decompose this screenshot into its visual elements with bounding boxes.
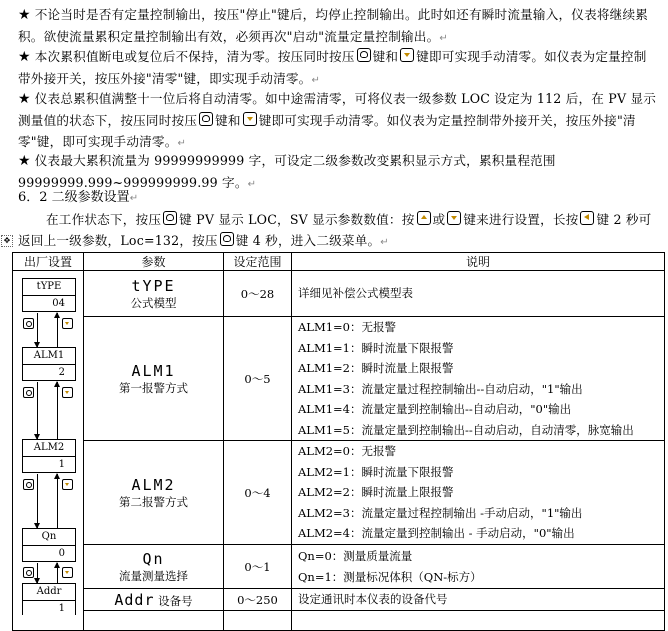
- table-row: [13, 589, 665, 611]
- range-cell: [224, 611, 292, 631]
- star-bullet-icon: ★: [18, 153, 31, 169]
- table-row: [13, 317, 665, 441]
- arrow-down-icon: [37, 474, 38, 528]
- note-total-accumulation: ★ 仪表总累积值满整十一位后将自动清零。如中途需清零，可将仪表一级参数 LOC 设定为 112 后，在 PV 显示测量值的状态下，按压同时按压 键和 键即可实现手动清零。如仪表为定量控制带外接开关，按压外接"清零"键，即可实现手动清零。↵: [18, 91, 657, 149]
- table-row: [13, 271, 665, 317]
- param-cell: ALM1 第一报警方式: [84, 317, 224, 441]
- arrow-down-icon: [37, 382, 38, 439]
- up-key-icon: [417, 211, 431, 225]
- note-stop-control: ★ 不论当时是否有定量控制输出，按压"停止"键后，均停止控制输出。此时如还有瞬时流量输入，仪表将继续累积。欲使流量累积定量控制输出有效，必须再次"启动"流量定量控制输出。↵: [18, 7, 649, 44]
- display-box: ALM1 2: [22, 347, 76, 381]
- down-key-icon: [447, 211, 461, 225]
- set-key-icon: [23, 387, 34, 398]
- desc-cell: ALM2=0：无报警 ALM2=1：瞬时流量下限报警 ALM2=2：瞬时流量上限报警 ALM2=3：流量定量过程控制输出 -手动启动，"1"输出 ALM2=4：流量定量到控制输出 - 手动启动，"0"输出: [292, 441, 665, 545]
- desc-cell: 设定通讯时本仪表的设备代号: [292, 589, 665, 611]
- table-row: [13, 441, 665, 545]
- range-cell: 0～250: [224, 589, 292, 611]
- shift-key-icon: [580, 211, 594, 225]
- desc-cell: ALM1=0：无报警 ALM1=1：瞬时流量下限报警 ALM1=2：瞬时流量上限报警 ALM1=3：流量定量过程控制输出--自动启动，"1"输出 ALM1=4：流量定量到控制输出--自动启动，"0"输出 ALM1=5：流量定量到控制输出--自动启动，自动清零，脉宽输出: [292, 317, 665, 441]
- range-cell: 0～1: [224, 545, 292, 589]
- desc-cell: [292, 611, 665, 631]
- display-box: Addr 1: [22, 583, 76, 615]
- note-reset-accumulation: ★ 本次累积值断电或复位后不保持，清为零。按压同时按压 键和 键即可实现手动清零。如仪表为定量控制带外接开关，按压外接"清零"键，即实现手动清零。↵: [18, 49, 647, 86]
- set-key-icon: [23, 567, 34, 578]
- note-max-accumulation: ★ 仪表最大累积流量为 99999999999 字，可设定二级参数改变累积显示方式，累积量程范围 99999999.999~999999999.99 字。↵: [18, 153, 556, 190]
- param-cell: [84, 611, 224, 631]
- display-box: tYPE 04: [22, 278, 76, 312]
- parameter-table: [12, 252, 665, 631]
- param-cell: tYPE 公式模型: [84, 271, 224, 317]
- table-header-row: [13, 253, 665, 271]
- down-key-icon: [62, 387, 73, 398]
- section-heading: 6．2 二级参数设置↵: [18, 190, 139, 205]
- down-key-icon: [400, 48, 414, 62]
- range-cell: 0～5: [224, 317, 292, 441]
- param-cell: ALM2 第二报警方式: [84, 441, 224, 545]
- arrow-down-icon: [37, 313, 38, 347]
- desc-cell: Qn=0：测量质量流量 Qn=1：测量标况体积（QN-标方）: [292, 545, 665, 589]
- display-box: ALM2 1: [22, 439, 76, 473]
- table-row: [13, 545, 665, 589]
- arrow-up-icon: [57, 563, 58, 583]
- set-key-icon: [199, 112, 213, 126]
- set-key-icon: [23, 318, 34, 329]
- arrow-up-icon: [57, 382, 58, 439]
- arrow-up-icon: [57, 474, 58, 528]
- set-key-icon: [23, 479, 34, 490]
- down-key-icon: [62, 318, 73, 329]
- arrow-down-icon: [37, 563, 38, 583]
- display-box: Qn 0: [22, 528, 76, 562]
- set-key-icon: [357, 48, 371, 62]
- header-description: 说明: [292, 253, 665, 271]
- header-parameter: 参数: [84, 253, 224, 271]
- table-anchor-icon[interactable]: ✥: [1, 235, 13, 247]
- arrow-up-icon: [57, 313, 58, 347]
- param-cell: Addr 设备号: [84, 589, 224, 611]
- header-factory-setting: 出厂设置: [13, 253, 84, 271]
- factory-setting-flow: [12, 269, 83, 615]
- range-cell: 0～28: [224, 271, 292, 317]
- down-key-icon: [62, 567, 73, 578]
- set-key-icon: [163, 211, 177, 225]
- star-bullet-icon: ★: [18, 91, 31, 107]
- range-cell: 0～4: [224, 441, 292, 545]
- section-intro: 在工作状态下，按压 键 PV 显示 LOC，SV 显示参数数值：按 或 键来进行设置，长按 键 2 秒可返回上一级参数，Loc=132，按压 键 4 秒，进入二级菜单。↵: [18, 212, 652, 248]
- desc-cell: 详细见补偿公式模型表: [292, 271, 665, 317]
- param-cell: Qn 流量测量选择: [84, 545, 224, 589]
- set-key-icon: [220, 232, 234, 246]
- down-key-icon: [243, 112, 257, 126]
- star-bullet-icon: ★: [18, 7, 31, 23]
- down-key-icon: [62, 479, 73, 490]
- header-range: 设定范围: [224, 253, 292, 271]
- star-bullet-icon: ★: [18, 49, 31, 65]
- table-row: [13, 611, 665, 631]
